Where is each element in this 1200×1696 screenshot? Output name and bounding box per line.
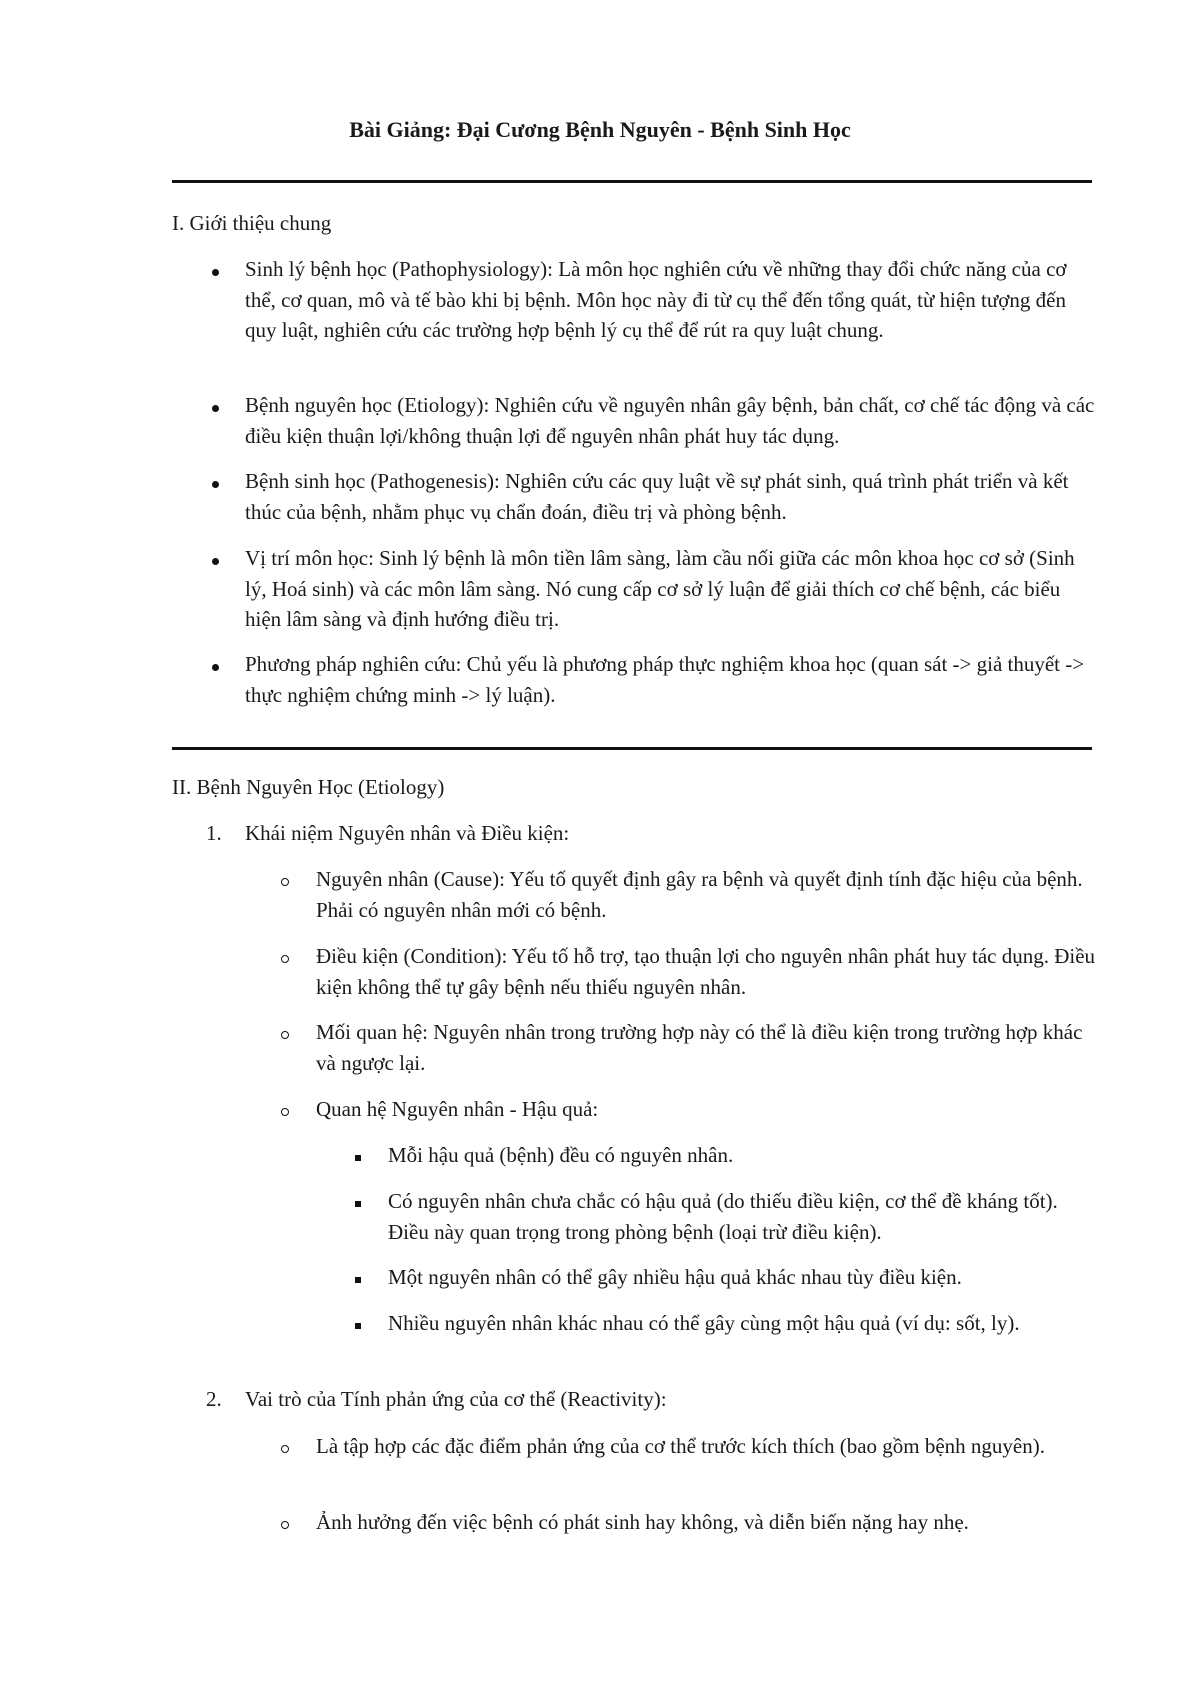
bullet-disc-icon [212, 269, 219, 276]
bullet-disc-icon [212, 405, 219, 412]
bullet-square-icon [355, 1201, 361, 1207]
list-item: Sinh lý bệnh học (Pathophysiology): Là môn học nghiên cứu về những thay đổi chức năng của cơ thể, cơ quan, mô và tế bào khi bị bệnh. Môn học này đi từ cụ thể đến tổng quát, từ hiện tượng đến quy luật, nghiên cứu các trường hợp bệnh lý cụ thể để rút ra quy luật chung. [245, 257, 1067, 342]
bullet-circle-icon [281, 1521, 289, 1529]
list-item: Là tập hợp các đặc điểm phản ứng của cơ thể trước kích thích (bao gồm bệnh nguyên). [316, 1434, 1045, 1458]
list-item: Nhiều nguyên nhân khác nhau có thể gây cùng một hậu quả (ví dụ: sốt, ly). [388, 1311, 1020, 1335]
section-heading: II. Bệnh Nguyên Học (Etiology) [172, 775, 445, 799]
list-item: Nguyên nhân (Cause): Yếu tố quyết định gây ra bệnh và quyết định tính đặc hiệu của bệnh. Phải có nguyên nhân mới có bệnh. [316, 867, 1083, 922]
list-item: Mỗi hậu quả (bệnh) đều có nguyên nhân. [388, 1143, 734, 1167]
list-item: Ảnh hưởng đến việc bệnh có phát sinh hay không, và diễn biến nặng hay nhẹ. [316, 1510, 969, 1534]
bullet-square-icon [355, 1155, 361, 1161]
bullet-circle-icon [281, 1445, 289, 1453]
bullet-square-icon [355, 1323, 361, 1329]
bullet-circle-icon [281, 955, 289, 963]
bullet-circle-icon [281, 1108, 289, 1116]
list-item: Mối quan hệ: Nguyên nhân trong trường hợp này có thể là điều kiện trong trường hợp khác và ngược lại. [316, 1020, 1083, 1075]
bullet-disc-icon [212, 481, 219, 488]
list-item: Bệnh nguyên học (Etiology): Nghiên cứu về nguyên nhân gây bệnh, bản chất, cơ chế tác động và các điều kiện thuận lợi/không thuận lợi để nguyên nhân phát huy tác dụng. [245, 393, 1095, 448]
list-item: Bệnh sinh học (Pathogenesis): Nghiên cứu các quy luật về sự phát sinh, quá trình phát triển và kết thúc của bệnh, nhằm phục vụ chẩn đoán, điều trị và phòng bệnh. [245, 469, 1069, 524]
list-item: Một nguyên nhân có thể gây nhiều hậu quả khác nhau tùy điều kiện. [388, 1265, 962, 1289]
horizontal-rule [172, 180, 1092, 183]
list-number: 1. [206, 821, 222, 845]
bullet-circle-icon [281, 1031, 289, 1039]
section-heading: I. Giới thiệu chung [172, 211, 332, 235]
list-item: Quan hệ Nguyên nhân - Hậu quả: [316, 1097, 599, 1121]
document-title: Bài Giảng: Đại Cương Bệnh Nguyên - Bệnh Sinh Học [349, 117, 851, 142]
list-item: Điều kiện (Condition): Yếu tố hỗ trợ, tạo thuận lợi cho nguyên nhân phát huy tác dụng. Điều kiện không thể tự gây bệnh nếu thiếu nguyên nhân. [316, 944, 1096, 999]
list-item: Phương pháp nghiên cứu: Chủ yếu là phương pháp thực nghiệm khoa học (quan sát -> giả thuyết -> thực nghiệm chứng minh -> lý luận). [245, 652, 1085, 707]
bullet-disc-icon [212, 558, 219, 565]
list-item: Vai trò của Tính phản ứng của cơ thể (Reactivity): [245, 1387, 667, 1411]
horizontal-rule [172, 747, 1092, 750]
bullet-disc-icon [212, 664, 219, 671]
bullet-circle-icon [281, 878, 289, 886]
list-item: Khái niệm Nguyên nhân và Điều kiện: [245, 821, 570, 845]
list-item: Vị trí môn học: Sinh lý bệnh là môn tiền lâm sàng, làm cầu nối giữa các môn khoa học cơ sở (Sinh lý, Hoá sinh) và các môn lâm sàng. Nó cung cấp cơ sở lý luận để giải thích cơ chế bệnh, các biểu hiện lâm sàng và định hướng điều trị. [245, 546, 1075, 631]
list-number: 2. [206, 1387, 222, 1411]
bullet-square-icon [355, 1277, 361, 1283]
list-item: Có nguyên nhân chưa chắc có hậu quả (do thiếu điều kiện, cơ thể đề kháng tốt). Điều này quan trọng trong phòng bệnh (loại trừ điều kiện). [388, 1189, 1058, 1244]
